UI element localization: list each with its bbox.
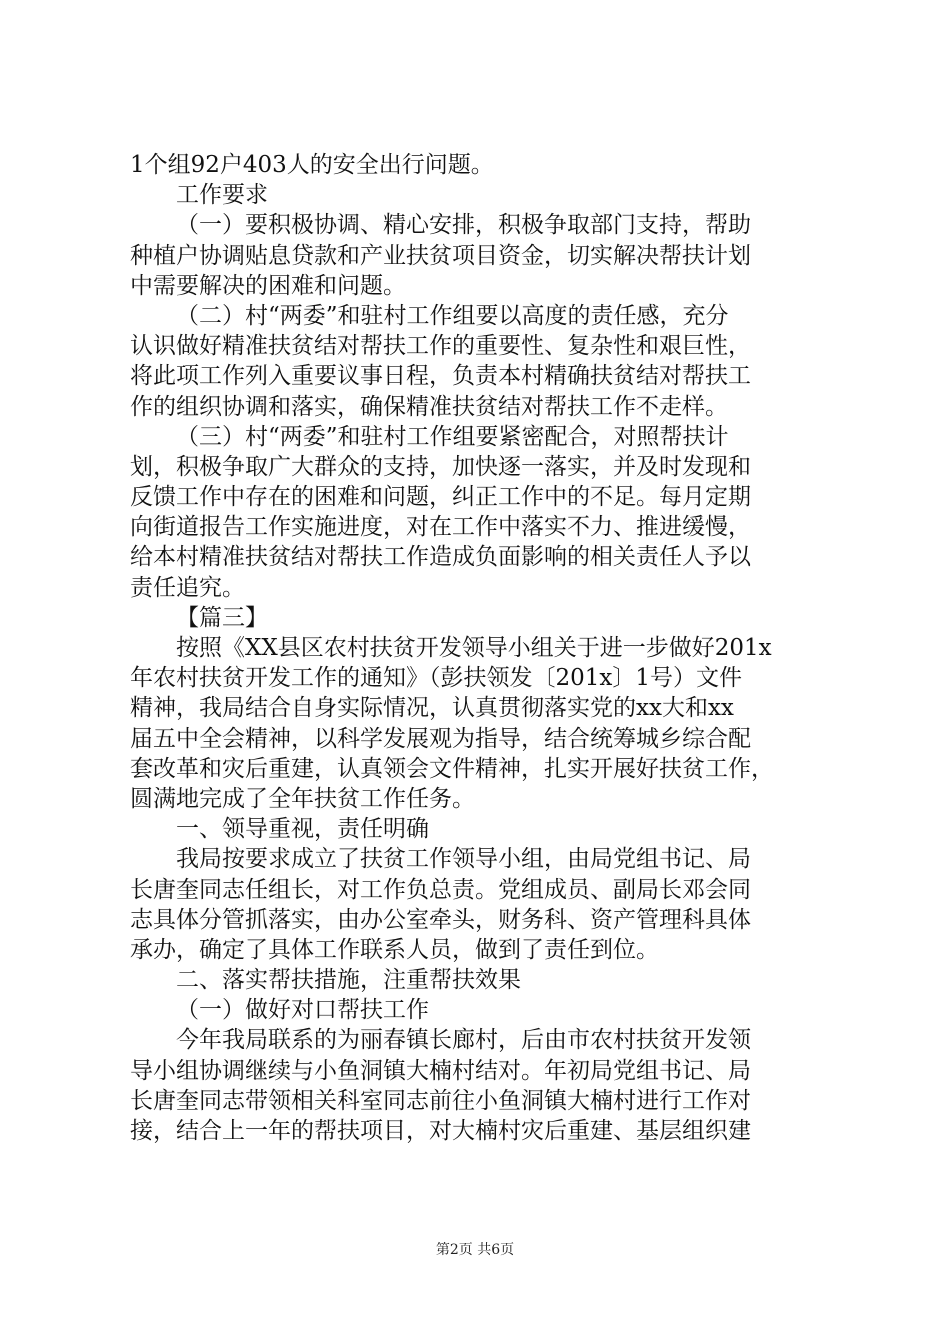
text-line: 1个组92户403人的安全出行问题。 bbox=[130, 152, 494, 178]
text-line: 反馈工作中存在的困难和问题，纠正工作中的不足。每月定期 bbox=[130, 484, 751, 511]
text-line: 划，积极争取广大群众的支持，加快逐一落实，并及时发现和 bbox=[130, 453, 751, 480]
text-line: （二）村“两委”和驻村工作组要以高度的责任感，充分 bbox=[176, 302, 729, 329]
text-line: 套改革和灾后重建，认真领会文件精神，扎实开展好扶贫工作， bbox=[130, 755, 774, 782]
page-footer: 第2页 共6页 bbox=[435, 1242, 515, 1258]
text-line: 种植户协调贴息贷款和产业扶贫项目资金，切实解决帮扶计划 bbox=[130, 242, 751, 269]
text-line: 【篇三】 bbox=[176, 604, 268, 631]
text-line: 工作要求 bbox=[176, 182, 268, 209]
text-line: 年农村扶贫开发工作的通知》（彭扶领发〔201x〕1号）文件 bbox=[130, 665, 743, 692]
text-line: 责任追究。 bbox=[130, 574, 245, 601]
text-line: 中需要解决的困难和问题。 bbox=[130, 272, 406, 299]
text-line: （一）做好对口帮扶工作 bbox=[176, 997, 429, 1024]
text-line: 届五中全会精神，以科学发展观为指导，结合统筹城乡综合配 bbox=[130, 725, 751, 752]
text-line: 今年我局联系的为丽春镇长廊村，后由市农村扶贫开发领 bbox=[176, 1027, 751, 1054]
text-line: 二、落实帮扶措施，注重帮扶效果 bbox=[176, 967, 521, 994]
text-line: 志具体分管抓落实，由办公室牵头，财务科、资产管理科具体 bbox=[130, 906, 751, 933]
text-line: 长唐奎同志带领相关科室同志前往小鱼洞镇大楠村进行工作对 bbox=[130, 1087, 751, 1114]
text-line: 一、领导重视，责任明确 bbox=[176, 816, 429, 843]
text-line: 导小组协调继续与小鱼洞镇大楠村结对。年初局党组书记、局 bbox=[130, 1057, 751, 1084]
text-line: （一）要积极协调、精心安排，积极争取部门支持，帮助 bbox=[176, 212, 751, 239]
text-line: 精神，我局结合自身实际情况，认真贯彻落实党的xx大和xx bbox=[130, 695, 734, 722]
text-line: 承办，确定了具体工作联系人员，做到了责任到位。 bbox=[130, 936, 659, 963]
text-line: （三）村“两委”和驻村工作组要紧密配合，对照帮扶计 bbox=[176, 423, 729, 450]
text-line: 长唐奎同志任组长，对工作负总责。党组成员、副局长邓会同 bbox=[130, 876, 751, 903]
text-line: 给本村精准扶贫结对帮扶工作造成负面影响的相关责任人予以 bbox=[130, 544, 751, 571]
text-line: 向街道报告工作实施进度，对在工作中落实不力、推进缓慢， bbox=[130, 514, 751, 541]
document-body bbox=[130, 150, 830, 1146]
text-line: 接，结合上一年的帮扶项目，对大楠村灾后重建、基层组织建 bbox=[130, 1118, 751, 1144]
text-line: 将此项工作列入重要议事日程，负责本村精确扶贫结对帮扶工 bbox=[130, 363, 751, 390]
text-line: 我局按要求成立了扶贫工作领导小组，由局党组书记、局 bbox=[176, 846, 751, 873]
text-line: 认识做好精准扶贫结对帮扶工作的重要性、复杂性和艰巨性， bbox=[130, 333, 751, 360]
text-line: 按照《XX县区农村扶贫开发领导小组关于进一步做好201x bbox=[176, 635, 772, 661]
text-line: 圆满地完成了全年扶贫工作任务。 bbox=[130, 785, 475, 812]
text-line: 作的组织协调和落实，确保精准扶贫结对帮扶工作不走样。 bbox=[130, 393, 728, 420]
